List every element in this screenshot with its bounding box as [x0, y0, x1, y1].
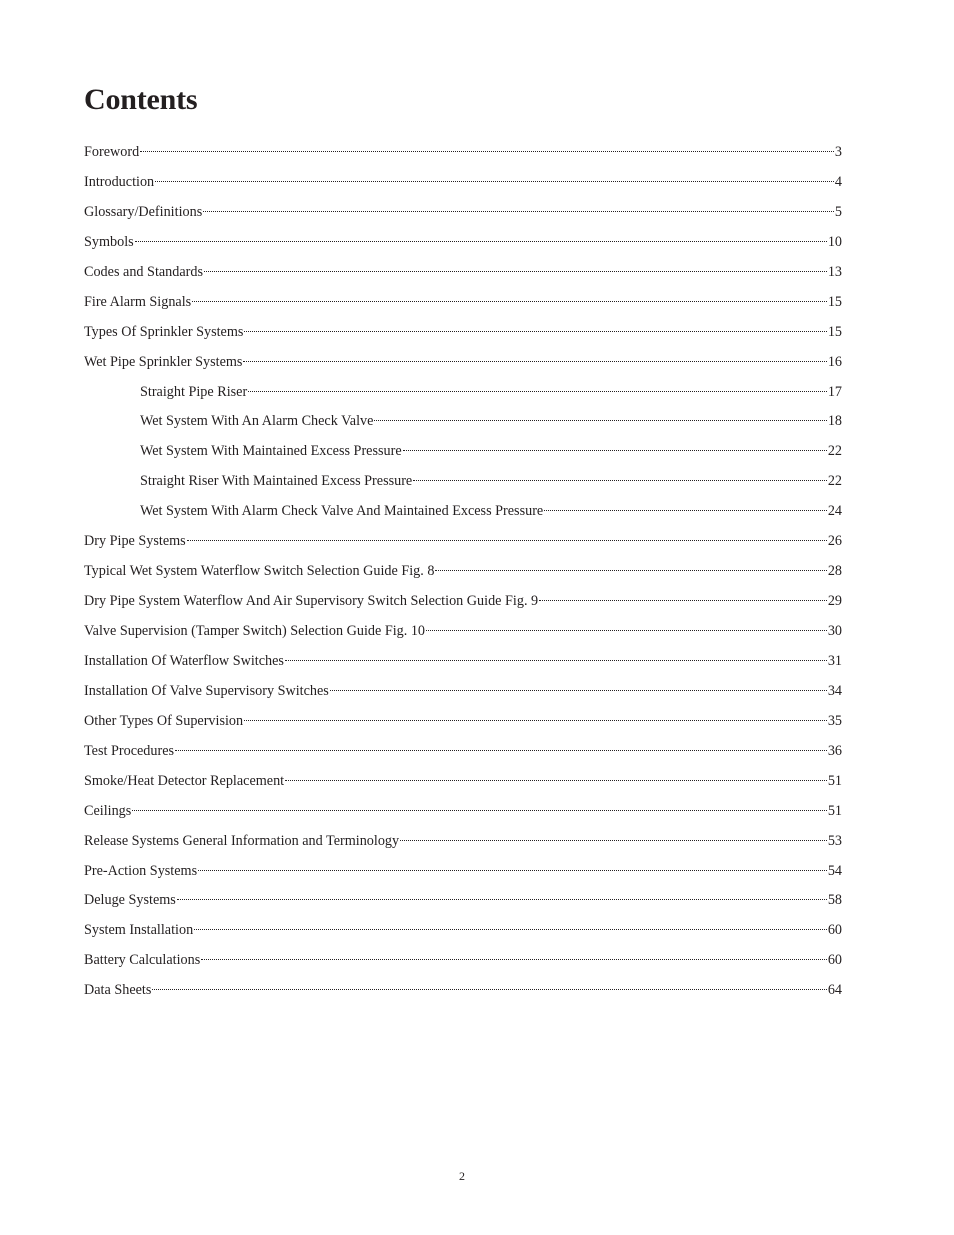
dot-leader — [248, 391, 827, 392]
dot-leader — [140, 151, 834, 152]
toc-entry-title: Pre-Action Systems — [84, 862, 198, 879]
toc-entry-page: 51 — [827, 802, 842, 819]
toc-entry-title: Release Systems General Information and Terminology — [84, 832, 400, 849]
toc-entry[interactable] — [84, 200, 842, 230]
toc-entry[interactable] — [84, 170, 842, 200]
toc-entry-title: Valve Supervision (Tamper Switch) Selection Guide Fig. 10 — [84, 623, 426, 639]
toc-entry-page: 64 — [827, 982, 842, 999]
toc-entry-title: Smoke/Heat Detector Replacement — [84, 772, 285, 789]
toc-entry[interactable] — [84, 380, 842, 410]
toc-entry-page: 16 — [827, 353, 842, 370]
toc-entry[interactable] — [84, 140, 842, 170]
toc-entry[interactable] — [84, 918, 842, 948]
dot-leader — [400, 840, 827, 841]
dot-leader — [201, 959, 827, 960]
toc-entry-page: 4 — [834, 173, 842, 190]
dot-leader — [132, 810, 827, 811]
toc-entry[interactable] — [84, 290, 842, 320]
toc-entry[interactable] — [84, 409, 842, 439]
dot-leader — [413, 480, 827, 481]
toc-entry[interactable] — [84, 859, 842, 889]
toc-entry-page: 5 — [834, 203, 842, 220]
toc-entry-page: 29 — [827, 593, 842, 610]
dot-leader — [403, 450, 827, 451]
dot-leader — [544, 510, 827, 511]
dot-leader — [155, 181, 834, 182]
toc-entry-title: Foreword — [84, 144, 140, 160]
toc-entry-page: 34 — [827, 682, 842, 699]
toc-entry-title: Battery Calculations — [84, 952, 201, 969]
toc-entry-title: Straight Pipe Riser — [140, 383, 248, 400]
toc-entry-title: Wet System With Alarm Check Valve And Maintained Excess Pressure — [140, 503, 544, 520]
toc-entry-title: Types Of Sprinkler Systems — [84, 323, 244, 340]
toc-entry[interactable] — [84, 948, 842, 978]
toc-entry-page: 24 — [827, 503, 842, 520]
toc-entry-title: Fire Alarm Signals — [84, 293, 192, 310]
dot-leader — [426, 630, 827, 631]
toc-entry[interactable] — [84, 888, 842, 918]
toc-entry-page: 30 — [827, 623, 842, 639]
toc-entry-title: Dry Pipe System Waterflow And Air Supervisory Switch Selection Guide Fig. 9 — [84, 593, 539, 610]
toc-entry-title: Installation Of Valve Supervisory Switches — [84, 682, 329, 699]
toc-entry[interactable] — [84, 559, 842, 589]
toc-entry-title: Test Procedures — [84, 742, 175, 759]
dot-leader — [177, 899, 827, 900]
toc-entry[interactable] — [84, 799, 842, 829]
page-number: 2 — [459, 1169, 465, 1183]
toc-entry-title: Symbols — [84, 233, 134, 250]
dot-leader — [435, 570, 826, 571]
dot-leader — [194, 929, 827, 930]
dot-leader — [198, 870, 827, 871]
dot-leader — [192, 301, 827, 302]
toc-entry-page: 10 — [827, 233, 842, 250]
toc-entry-title: Glossary/Definitions — [84, 203, 203, 220]
toc-entry-title: Deluge Systems — [84, 892, 176, 909]
toc-entry-page: 22 — [827, 443, 842, 460]
toc-entry-page: 51 — [827, 772, 842, 789]
dot-leader — [152, 989, 826, 990]
page-title: Contents — [84, 83, 198, 116]
dot-leader — [204, 271, 827, 272]
toc-entry-page: 35 — [827, 712, 842, 729]
toc-entry-title: Introduction — [84, 173, 155, 190]
toc-entry-title: Wet Pipe Sprinkler Systems — [84, 353, 243, 370]
toc-entry-page: 53 — [827, 832, 842, 849]
dot-leader — [243, 361, 826, 362]
toc-entry[interactable] — [84, 769, 842, 799]
toc-entry[interactable] — [84, 439, 842, 469]
toc-entry-title: Data Sheets — [84, 982, 152, 999]
toc-entry[interactable] — [84, 589, 842, 619]
toc-entry[interactable] — [84, 320, 842, 350]
dot-leader — [187, 540, 827, 541]
toc-entry[interactable] — [84, 230, 842, 260]
toc-entry[interactable] — [84, 260, 842, 290]
dot-leader — [244, 331, 826, 332]
toc-entry-title: Wet System With Maintained Excess Pressure — [140, 443, 402, 460]
toc-entry[interactable] — [84, 529, 842, 559]
toc-entry[interactable] — [84, 829, 842, 859]
toc-entry[interactable] — [84, 709, 842, 739]
toc-entry-page: 54 — [827, 862, 842, 879]
toc-entry[interactable] — [84, 978, 842, 1008]
toc-entry-page: 3 — [834, 144, 842, 160]
toc-entry-title: System Installation — [84, 922, 194, 939]
dot-leader — [175, 750, 827, 751]
toc-entry[interactable] — [84, 679, 842, 709]
toc-entry-page: 28 — [827, 563, 842, 580]
toc-entry-page: 22 — [827, 473, 842, 490]
toc-entry-page: 15 — [827, 293, 842, 310]
toc-entry[interactable] — [84, 739, 842, 769]
dot-leader — [539, 600, 827, 601]
toc-entry[interactable] — [84, 350, 842, 380]
toc-entry-page: 58 — [827, 892, 842, 909]
toc-entry-title: Straight Riser With Maintained Excess Pressure — [140, 473, 413, 490]
toc-entry-title: Wet System With An Alarm Check Valve — [140, 413, 374, 430]
toc-entry-title: Installation Of Waterflow Switches — [84, 652, 284, 669]
toc-entry-page: 60 — [827, 952, 842, 969]
toc-entry[interactable] — [84, 469, 842, 499]
toc-entry-page: 31 — [827, 652, 842, 669]
toc-entry-page: 36 — [827, 742, 842, 759]
dot-leader — [285, 780, 827, 781]
toc-entry[interactable] — [84, 619, 842, 649]
toc-entry-title: Codes and Standards — [84, 263, 204, 280]
table-of-contents — [84, 140, 842, 1008]
toc-entry-title: Other Types Of Supervision — [84, 712, 244, 729]
toc-entry-title: Typical Wet System Waterflow Switch Selection Guide Fig. 8 — [84, 563, 435, 580]
toc-entry-page: 18 — [827, 413, 842, 430]
toc-entry-title: Ceilings — [84, 802, 132, 819]
toc-entry-page: 13 — [827, 263, 842, 280]
toc-entry[interactable] — [84, 499, 842, 529]
dot-leader — [285, 660, 827, 661]
toc-entry-title: Dry Pipe Systems — [84, 533, 186, 550]
dot-leader — [203, 211, 834, 212]
toc-entry-page: 26 — [827, 533, 842, 550]
toc-entry-page: 17 — [827, 383, 842, 400]
toc-entry-page: 60 — [827, 922, 842, 939]
dot-leader — [135, 241, 827, 242]
dot-leader — [330, 690, 827, 691]
dot-leader — [244, 720, 827, 721]
dot-leader — [374, 420, 826, 421]
toc-entry-page: 15 — [827, 323, 842, 340]
toc-entry[interactable] — [84, 649, 842, 679]
